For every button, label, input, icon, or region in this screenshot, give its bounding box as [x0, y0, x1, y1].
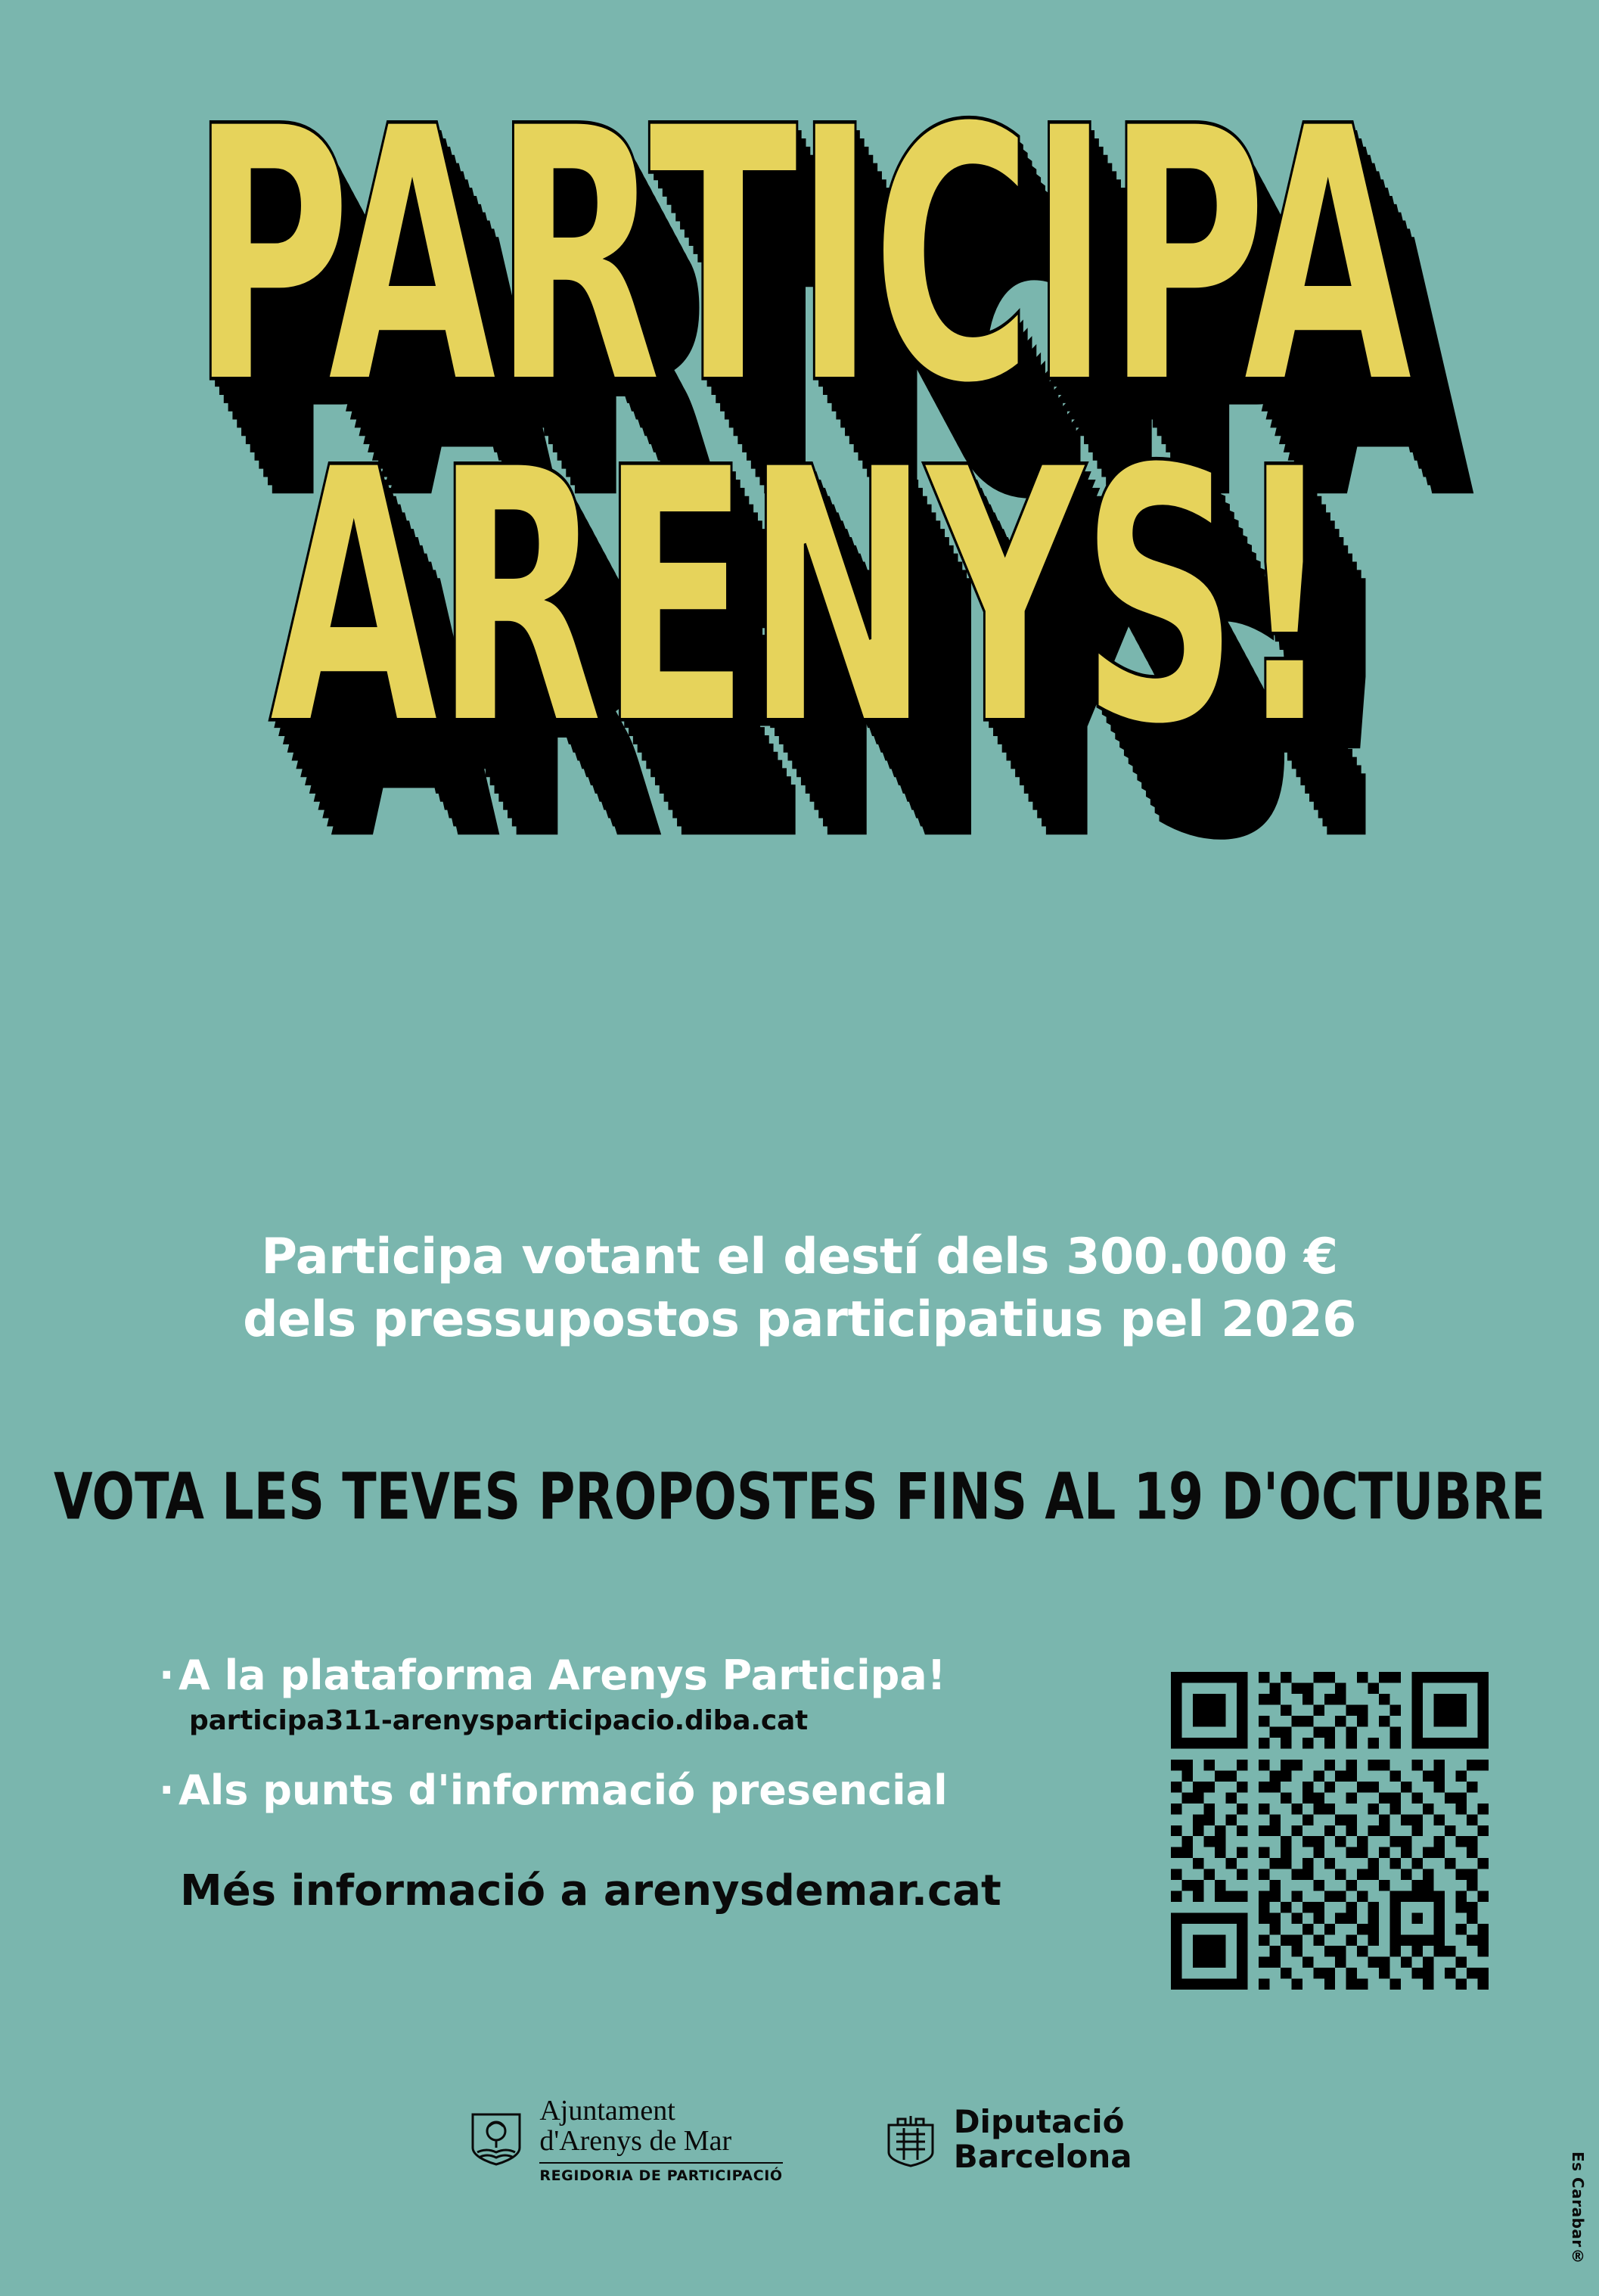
- footer-logos: [0, 2096, 1599, 2183]
- info-bullet-platform-label: A la plataforma Arenys Participa!: [179, 1651, 946, 1699]
- headline-line-1: PARTICIPA: [190, 52, 1409, 462]
- call-to-action-text: VOTA LES TEVES PROPOSTES FINS AL 19 D'OCTUBRE: [54, 1460, 1545, 1535]
- logo-ajuntament-line-1: Ajuntament: [539, 2095, 675, 2127]
- logo-ajuntament-arenys-de-mar: [467, 2096, 782, 2183]
- platform-url[interactable]: participa311-arenysparticipacio.diba.cat: [189, 1705, 809, 1737]
- designer-credit: Es Carabar®: [1569, 2151, 1587, 2266]
- info-bullet-presencial-label: Als punts d'informació presencial: [179, 1766, 948, 1815]
- logo-diputacio-line-1: Diputació: [953, 2103, 1125, 2141]
- info-bullet-platform: [159, 1653, 1157, 1698]
- info-bullet-presencial: [159, 1768, 1157, 1813]
- poster-subheading: [0, 1226, 1599, 1351]
- poster-headline: [0, 52, 1599, 803]
- logo-ajuntament-text: [539, 2096, 782, 2183]
- logo-diputacio-text: [954, 2105, 1132, 2174]
- logo-ajuntament-line-3: REGIDORIA DE PARTICIPACIÓ: [539, 2162, 782, 2183]
- qr-code[interactable]: [1171, 1672, 1489, 1990]
- bullet-marker-icon-2: ·: [159, 1766, 175, 1815]
- subheading-line-2: dels pressupostos participatius pel 2026: [243, 1291, 1356, 1349]
- tree-shield-crest-icon: [467, 2110, 526, 2169]
- more-info-text: Més informació a arenysdemar.cat: [180, 1866, 1001, 1915]
- diputacio-crest-icon: [881, 2110, 940, 2169]
- logo-ajuntament-line-2: d'Arenys de Mar: [539, 2125, 732, 2158]
- bullet-marker-icon: ·: [159, 1651, 175, 1699]
- headline-line-2: ARENYS!: [269, 393, 1330, 803]
- info-block: [159, 1653, 1157, 1915]
- logo-diputacio-barcelona: [881, 2105, 1132, 2174]
- logo-diputacio-line-2: Barcelona: [953, 2138, 1132, 2176]
- subheading-line-1: Participa votant el destí dels 300.000 €: [261, 1229, 1338, 1285]
